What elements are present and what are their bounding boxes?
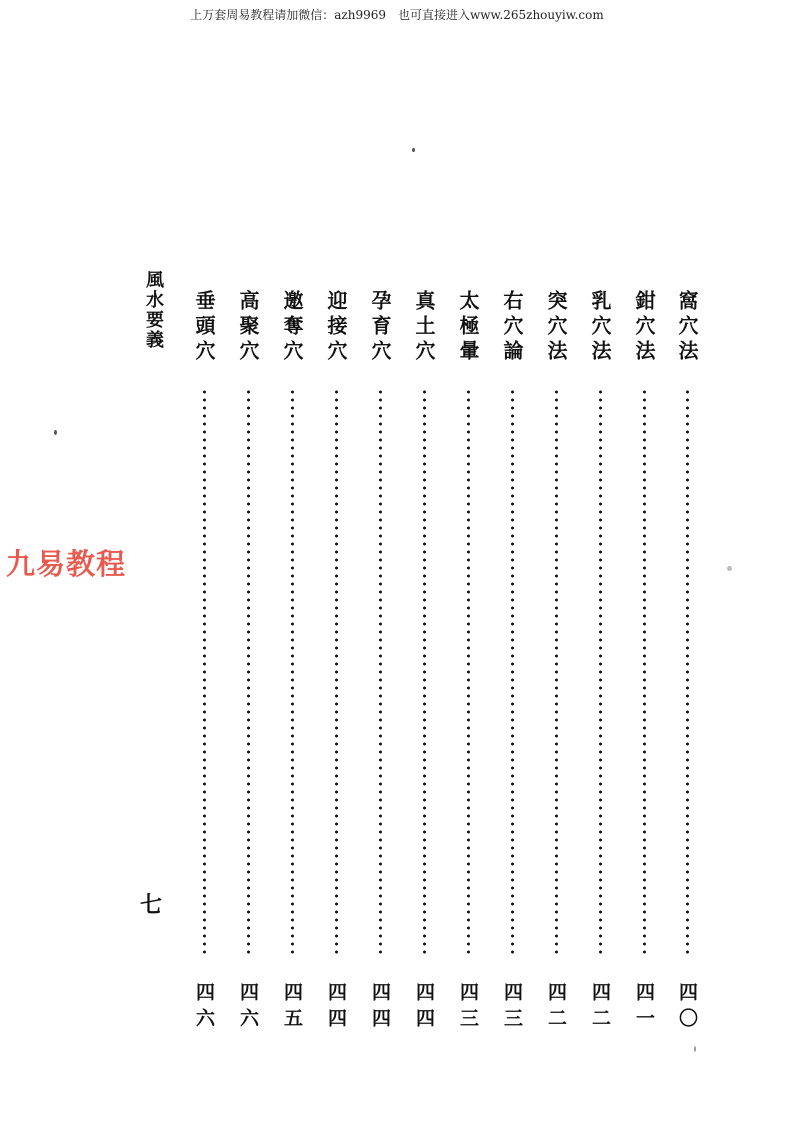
toc-entry-title: 垂頭穴 xyxy=(192,290,216,365)
toc-entry-page: 四六 xyxy=(193,982,215,1034)
toc-entry-page: 四二 xyxy=(589,982,611,1034)
toc-entry xyxy=(189,290,219,1034)
toc-entry xyxy=(672,290,702,1034)
toc-entry-title: 孕育穴 xyxy=(368,290,392,365)
toc-entry-page: 四三 xyxy=(501,982,523,1034)
toc-entry-title: 高聚穴 xyxy=(236,290,260,365)
toc-entry xyxy=(321,290,351,1034)
dot-leader xyxy=(686,388,689,958)
scan-speck xyxy=(727,566,732,571)
toc-entry-page: 四四 xyxy=(369,982,391,1034)
scan-speck xyxy=(412,148,415,152)
book-title: 風水要義 xyxy=(143,270,164,350)
toc-entry-title: 右穴論 xyxy=(500,290,524,365)
toc-entry xyxy=(365,290,395,1034)
toc-entry-title: 乳穴法 xyxy=(588,290,612,365)
toc-entry-title: 太極暈 xyxy=(456,290,480,365)
toc-entry-page: 四一 xyxy=(633,982,655,1034)
toc-entry-title: 迎接穴 xyxy=(324,290,348,365)
toc-entry-title: 邀奪穴 xyxy=(280,290,304,365)
toc-entry-page: 四四 xyxy=(325,982,347,1034)
dot-leader xyxy=(467,388,470,958)
toc-entry xyxy=(541,290,571,1034)
toc-entry-page: 四三 xyxy=(457,982,479,1034)
dot-leader xyxy=(335,388,338,958)
toc-entry-title: 突穴法 xyxy=(544,290,568,365)
dot-leader xyxy=(643,388,646,958)
dot-leader xyxy=(599,388,602,958)
toc-entry-page: 四六 xyxy=(237,982,259,1034)
toc-entry xyxy=(277,290,307,1034)
watermark: 九易教程 xyxy=(6,547,127,581)
toc-entry-page: 四五 xyxy=(281,982,303,1034)
toc-entry-title: 鉗穴法 xyxy=(632,290,656,365)
toc-entry xyxy=(453,290,483,1034)
toc-entry xyxy=(233,290,263,1034)
toc-entry xyxy=(629,290,659,1034)
toc-entry-page: 四〇 xyxy=(676,982,698,1034)
dot-leader xyxy=(247,388,250,958)
dot-leader xyxy=(511,388,514,958)
toc-entry-title: 窩穴法 xyxy=(675,290,699,365)
toc-entry-page: 四四 xyxy=(413,982,435,1034)
toc-entry-title: 真土穴 xyxy=(412,290,436,365)
scan-speck xyxy=(694,1046,696,1052)
scan-speck xyxy=(54,430,57,435)
page-number: 七 xyxy=(140,892,163,918)
toc-entry xyxy=(497,290,527,1034)
dot-leader xyxy=(291,388,294,958)
dot-leader xyxy=(203,388,206,958)
page-header-ad: 上万套周易教程请加微信：azh9969 也可直接进入www.265zhouyiw.com xyxy=(190,8,604,22)
dot-leader xyxy=(379,388,382,958)
dot-leader xyxy=(555,388,558,958)
toc-entry xyxy=(585,290,615,1034)
toc-entry xyxy=(409,290,439,1034)
toc-entry-page: 四二 xyxy=(545,982,567,1034)
dot-leader xyxy=(423,388,426,958)
